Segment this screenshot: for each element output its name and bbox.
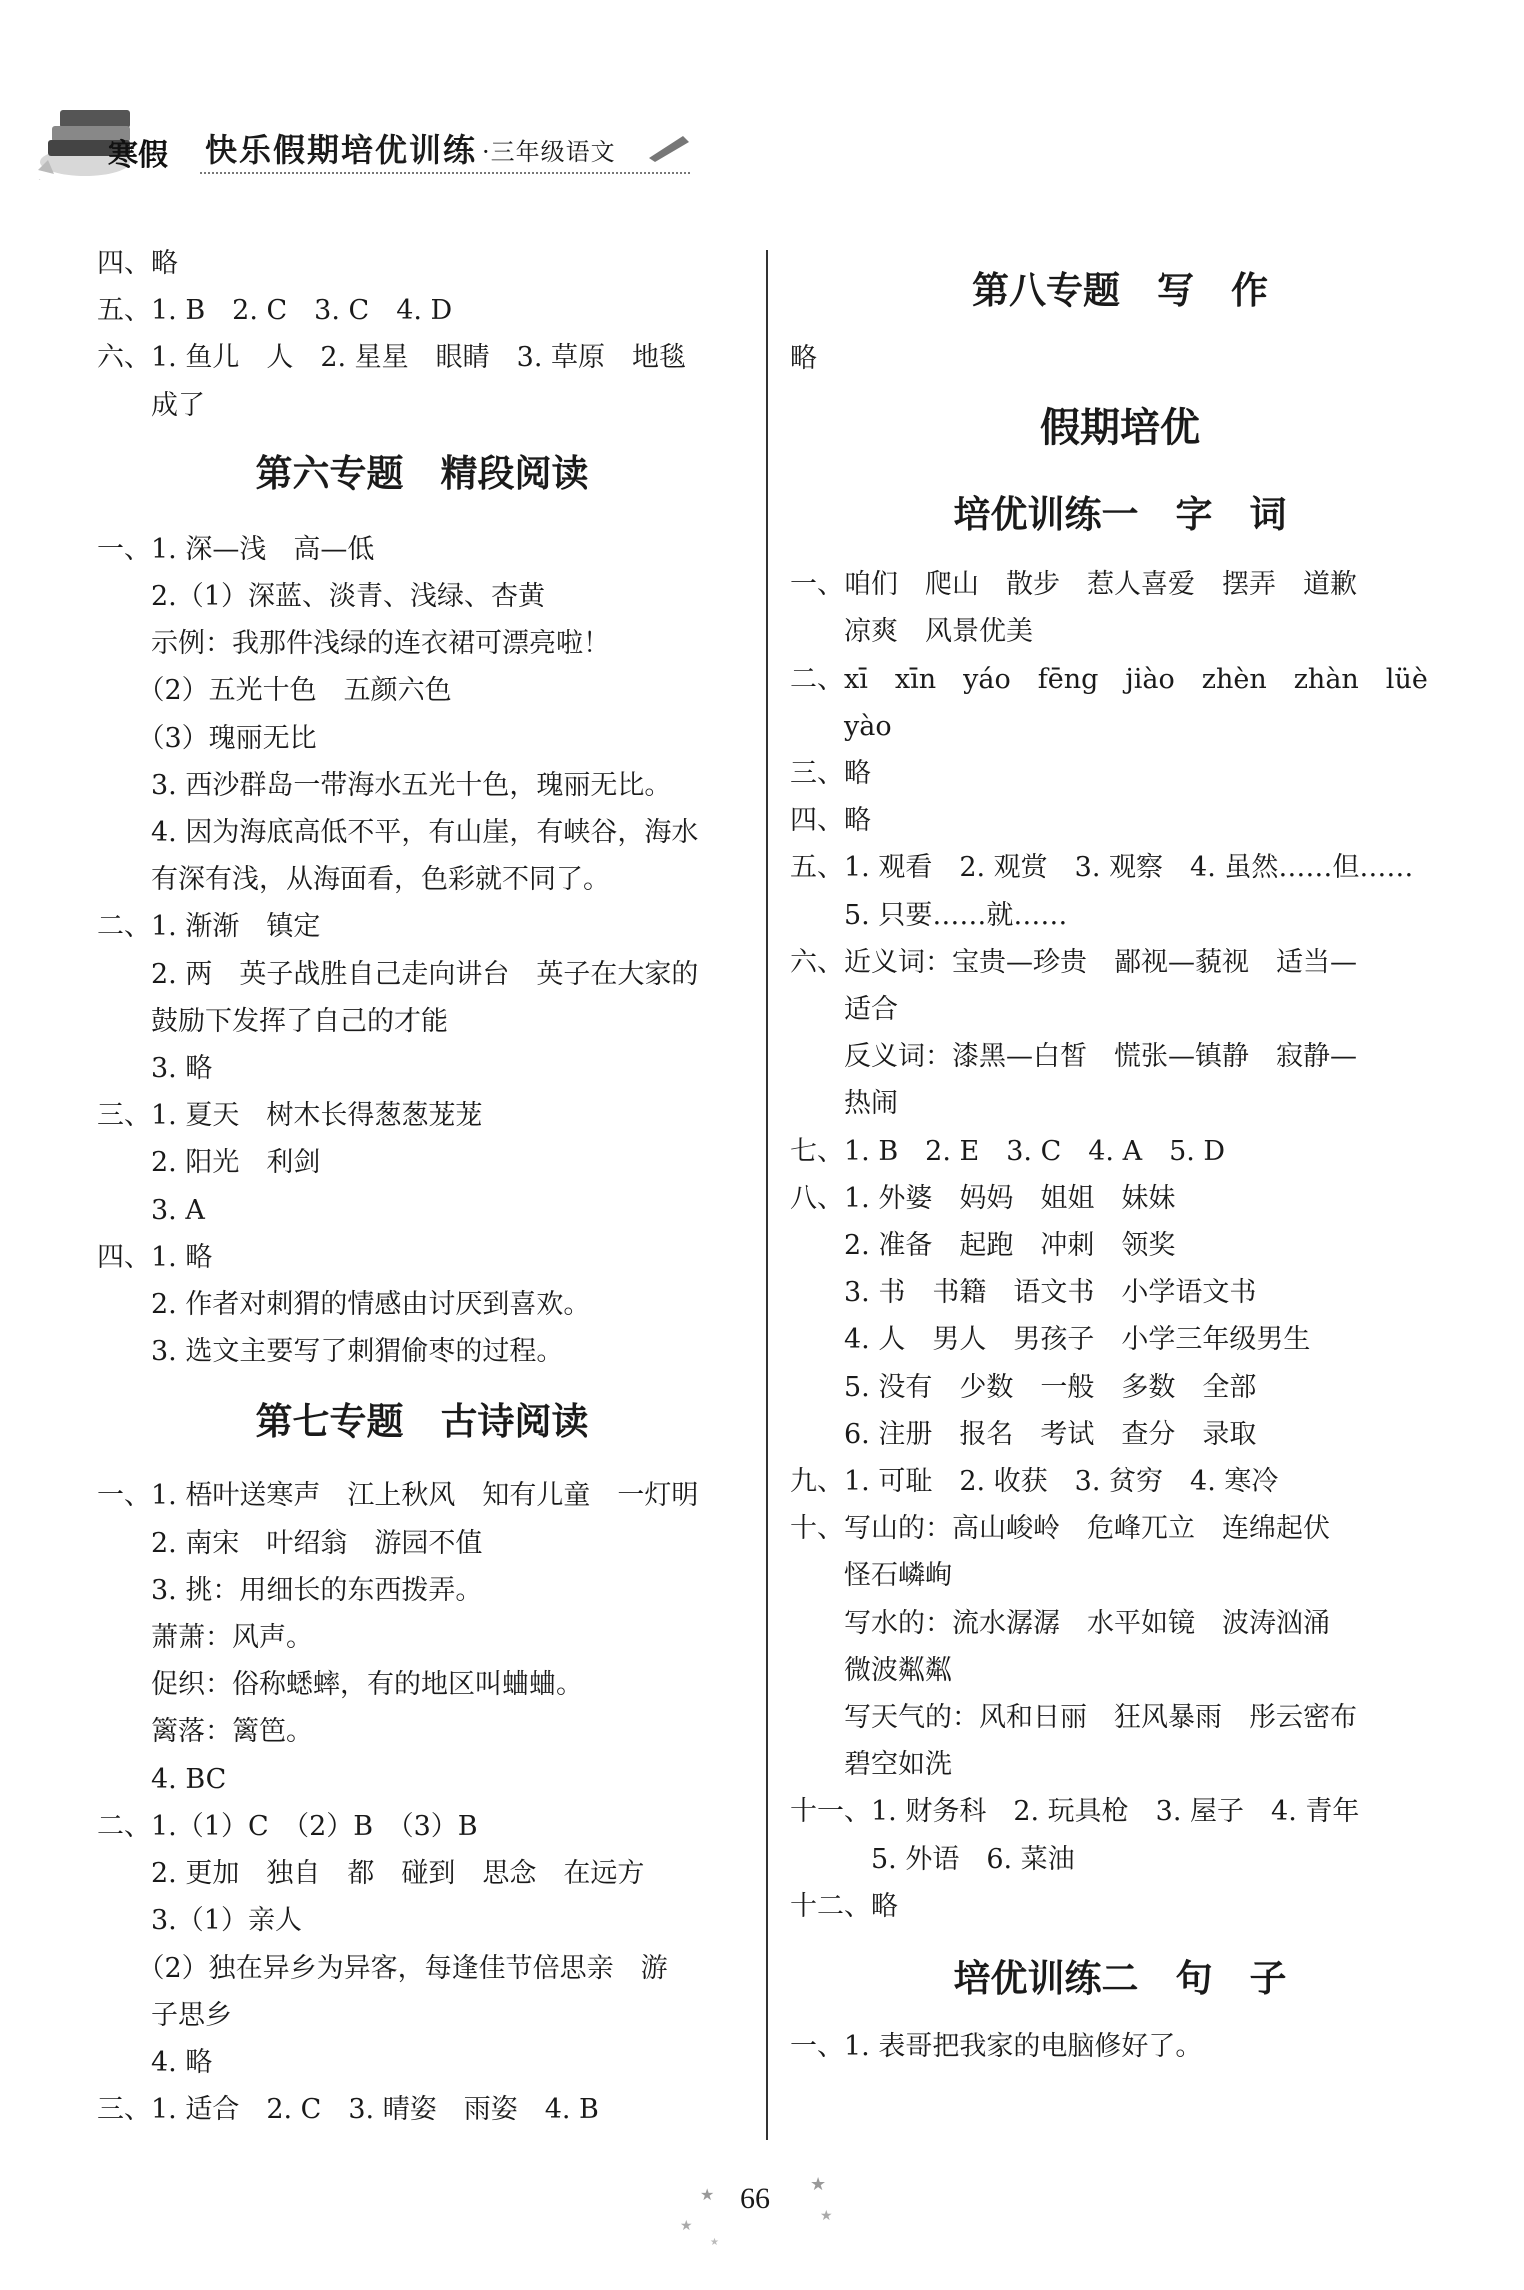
answer-line: 5. 外语 6. 菜油 bbox=[790, 1843, 1075, 1875]
answer-line: 略 bbox=[790, 343, 817, 374]
section7-answers bbox=[97, 1472, 747, 2133]
answer-line: 一、1. 梧叶送寒声 江上秋风 知有儿童 一灯明 bbox=[97, 1480, 699, 1512]
answer-line: 热闹 bbox=[790, 1088, 898, 1120]
answer-line: 四、略 bbox=[790, 805, 871, 837]
book-subtitle: ·三年级语文 bbox=[482, 138, 616, 166]
answer-line: 2. 准备 起跑 冲刺 领奖 bbox=[790, 1230, 1176, 1262]
answer-line: 2. 作者对刺猬的情感由讨厌到喜欢。 bbox=[97, 1289, 591, 1321]
answer-line: 五、1. 观看 2. 观赏 3. 观察 4. 虽然……但…… bbox=[790, 852, 1414, 884]
answer-line: 6. 注册 报名 考试 查分 录取 bbox=[790, 1418, 1257, 1450]
answer-line: 写水的：流水潺潺 水平如镜 波涛汹涌 bbox=[790, 1607, 1330, 1639]
answer-line: 一、1. 表哥把我家的电脑修好了。 bbox=[790, 2031, 1203, 2063]
answer-line: 4. 人 男人 男孩子 小学三年级男生 bbox=[790, 1324, 1311, 1356]
answer-line: 子思乡 bbox=[97, 1999, 232, 2031]
answer-line: 六、近义词：宝贵—珍贵 鄙视—藐视 适当— bbox=[790, 946, 1357, 978]
answer-line: 3. 西沙群岛一带海水五光十色，瑰丽无比。 bbox=[97, 769, 672, 801]
answer-line: 五、1. B 2. C 3. C 4. D bbox=[97, 295, 453, 327]
section-title-6: 第六专题 精段阅读 bbox=[255, 451, 589, 495]
answer-line: 鼓励下发挥了自己的才能 bbox=[97, 1005, 448, 1037]
page-number: 66 bbox=[740, 2182, 770, 2215]
answer-line: 二、1. 渐渐 镇定 bbox=[97, 911, 321, 943]
answer-line: 微波粼粼 bbox=[790, 1654, 952, 1686]
answer-line: 怪石嶙峋 bbox=[790, 1560, 952, 1592]
answer-line: 写天气的：风和日丽 狂风暴雨 彤云密布 bbox=[790, 1702, 1357, 1734]
answer-line: 示例：我那件浅绿的连衣裙可漂亮啦！ bbox=[97, 628, 610, 660]
answer-line: （2）五光十色 五颜六色 bbox=[97, 675, 452, 707]
answer-line: 三、1. 夏天 树木长得葱葱茏茏 bbox=[97, 1100, 483, 1132]
page-footer bbox=[660, 2160, 860, 2260]
answer-line: 碧空如洗 bbox=[790, 1749, 952, 1781]
answer-line: 4. 因为海底高低不平，有山崖，有峡谷，海水 bbox=[97, 817, 699, 849]
answer-line: 3. A bbox=[97, 1194, 205, 1226]
page-header bbox=[20, 70, 720, 200]
answer-line: （3）瑰丽无比 bbox=[97, 722, 317, 754]
svg-text:★: ★ bbox=[710, 2237, 719, 2248]
answer-line: 十一、1. 财务科 2. 玩具枪 3. 屋子 4. 青年 bbox=[790, 1796, 1360, 1828]
season-tag: 寒假 bbox=[108, 138, 168, 173]
answer-line: 篱落：篱笆。 bbox=[97, 1716, 313, 1748]
section-title-8: 第八专题 写 作 bbox=[972, 269, 1268, 312]
answer-line: 九、1. 可耻 2. 收获 3. 贫穷 4. 寒冷 bbox=[790, 1466, 1279, 1498]
answer-line: 四、1. 略 bbox=[97, 1241, 213, 1273]
answer-line: 3. 略 bbox=[97, 1053, 213, 1085]
answer-line: 二、xī xīn yáo fēng jiào zhèn zhàn lüè bbox=[790, 663, 1428, 695]
answer-line: 2. 南宋 叶绍翁 游园不值 bbox=[97, 1527, 483, 1559]
answer-line: 4. 略 bbox=[97, 2046, 213, 2078]
answer-line: 2.（1）深蓝、淡青、浅绿、杏黄 bbox=[97, 581, 545, 613]
answer-line: 十、写山的：高山峻岭 危峰兀立 连绵起伏 bbox=[790, 1513, 1330, 1545]
answer-line: 5. 没有 少数 一般 多数 全部 bbox=[790, 1371, 1257, 1403]
answer-line: 成了 bbox=[97, 389, 205, 421]
answer-line: 3. 书 书籍 语文书 小学语文书 bbox=[790, 1277, 1257, 1309]
book-title: 快乐假期培优训练 bbox=[205, 131, 478, 169]
big-title: 假期培优 bbox=[1040, 405, 1200, 452]
answer-line: 2. 阳光 利剑 bbox=[97, 1147, 321, 1179]
answer-line: 适合 bbox=[790, 994, 898, 1026]
answer-line: 一、1. 深—浅 高—低 bbox=[97, 533, 375, 565]
answer-line: 反义词：漆黑—白皙 慌张—镇静 寂静— bbox=[790, 1041, 1357, 1073]
answer-line: 3.（1）亲人 bbox=[97, 1905, 302, 1937]
answer-line: 六、1. 鱼儿 人 2. 星星 眼睛 3. 草原 地毯 bbox=[97, 342, 687, 374]
right-column bbox=[790, 240, 1450, 2070]
answer-line: yào bbox=[790, 710, 892, 742]
answer-line: 3. 选文主要写了刺猬偷枣的过程。 bbox=[97, 1336, 564, 1368]
svg-text:★: ★ bbox=[700, 2185, 715, 2204]
answer-line: 3. 挑：用细长的东西拨弄。 bbox=[97, 1574, 483, 1606]
answer-line: 一、咱们 爬山 散步 惹人喜爱 摆弄 道歉 bbox=[790, 569, 1357, 601]
answer-line: 凉爽 风景优美 bbox=[790, 616, 1033, 648]
answer-line: 十二、略 bbox=[790, 1890, 898, 1922]
left-column bbox=[97, 240, 747, 2133]
answer-line: 2. 两 英子战胜自己走向讲台 英子在大家的 bbox=[97, 958, 699, 990]
train1-title: 培优训练一 字 词 bbox=[953, 493, 1287, 537]
column-divider bbox=[766, 250, 768, 2140]
train1-answers bbox=[790, 561, 1450, 1930]
answer-line: 七、1. B 2. E 3. C 4. A 5. D bbox=[790, 1135, 1226, 1167]
answer-line: 4. BC bbox=[97, 1763, 227, 1795]
section6-answers bbox=[97, 526, 747, 1376]
answer-line: 有深有浅，从海面看，色彩就不同了。 bbox=[97, 864, 610, 896]
answer-line: 2. 更加 独自 都 碰到 思念 在远方 bbox=[97, 1858, 645, 1890]
answer-line: 三、略 bbox=[790, 758, 871, 790]
answer-line: 萧萧：风声。 bbox=[97, 1622, 313, 1654]
svg-text:★: ★ bbox=[820, 2208, 833, 2224]
train2-answers bbox=[790, 2023, 1450, 2070]
answer-line: 三、1. 适合 2. C 3. 晴姿 雨姿 4. B bbox=[97, 2094, 599, 2126]
answer-line: 二、1.（1）C （2）B （3）B bbox=[97, 1810, 478, 1842]
answer-line: 四、略 bbox=[97, 248, 178, 279]
answer-line: 5. 只要……就…… bbox=[790, 899, 1068, 931]
section-title-7: 第七专题 古诗阅读 bbox=[255, 1400, 589, 1444]
answer-line: （2）独在异乡为异客，每逢佳节倍思亲 游 bbox=[97, 1952, 668, 1984]
answer-line: 八、1. 外婆 妈妈 姐姐 妹妹 bbox=[790, 1182, 1176, 1214]
svg-text:★: ★ bbox=[680, 2218, 693, 2234]
answers-block-top bbox=[97, 240, 747, 429]
answer-line: 促织：俗称蟋蟀，有的地区叫蛐蛐。 bbox=[97, 1669, 583, 1701]
svg-text:★: ★ bbox=[810, 2174, 827, 2195]
pen-icon bbox=[645, 132, 693, 162]
header-underline bbox=[200, 172, 690, 177]
train2-title: 培优训练二 句 子 bbox=[953, 1957, 1287, 2001]
